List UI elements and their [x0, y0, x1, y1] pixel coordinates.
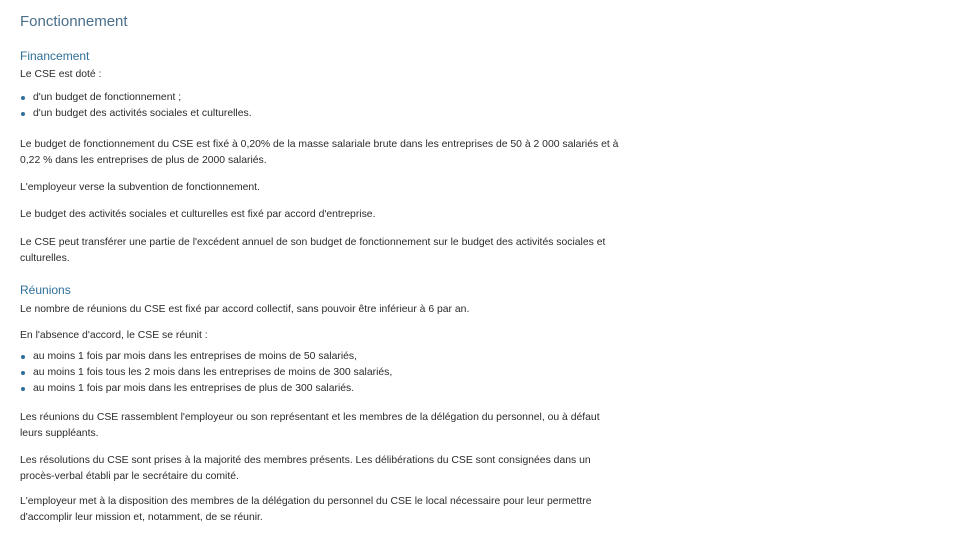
reunions-list	[20, 349, 392, 397]
reunions-paragraph: Les résolutions du CSE sont prises à la majorité des membres présents. Les délibérations du CSE sont consignées dans un procès-verbal établi par le secrétaire du comité.	[20, 455, 591, 482]
list-item: d'un budget des activités sociales et culturelles.	[20, 106, 252, 122]
section-heading-reunions: Réunions	[20, 283, 71, 297]
financement-list	[20, 90, 252, 122]
page-title: Fonctionnement	[20, 13, 128, 30]
list-item: au moins 1 fois par mois dans les entreprises de moins de 50 salariés,	[20, 349, 392, 365]
list-item: d'un budget de fonctionnement ;	[20, 90, 252, 106]
list-item: au moins 1 fois par mois dans les entreprises de plus de 300 salariés.	[20, 381, 392, 397]
reunions-paragraph: L'employeur met à la disposition des membres de la délégation du personnel du CSE le local nécessaire pour leur permettre d'accomplir leur mission et, notamment, de se réunir.	[20, 496, 592, 523]
financement-paragraph: Le budget de fonctionnement du CSE est fixé à 0,20% de la masse salariale brute dans les entreprises de 50 à 2 000 salariés et à 0,22 % dans les entreprises de plus de 2000 salariés.	[20, 139, 619, 166]
list-item: au moins 1 fois tous les 2 mois dans les entreprises de moins de 300 salariés,	[20, 365, 392, 381]
financement-paragraph: Le budget des activités sociales et culturelles est fixé par accord d'entreprise.	[20, 209, 376, 220]
reunions-paragraph: Les réunions du CSE rassemblent l'employeur ou son représentant et les membres de la délégation du personnel, ou à défaut leurs suppléants.	[20, 412, 600, 439]
reunions-absence: En l'absence d'accord, le CSE se réunit :	[20, 330, 208, 341]
financement-intro: Le CSE est doté :	[20, 69, 102, 80]
reunions-intro: Le nombre de réunions du CSE est fixé par accord collectif, sans pouvoir être inférieur à 6 par an.	[20, 304, 470, 315]
financement-paragraph: Le CSE peut transférer une partie de l'excédent annuel de son budget de fonctionnement sur le budget des activités sociales et culturelles.	[20, 237, 606, 264]
financement-paragraph: L'employeur verse la subvention de fonctionnement.	[20, 182, 260, 193]
section-heading-financement: Financement	[20, 49, 90, 63]
